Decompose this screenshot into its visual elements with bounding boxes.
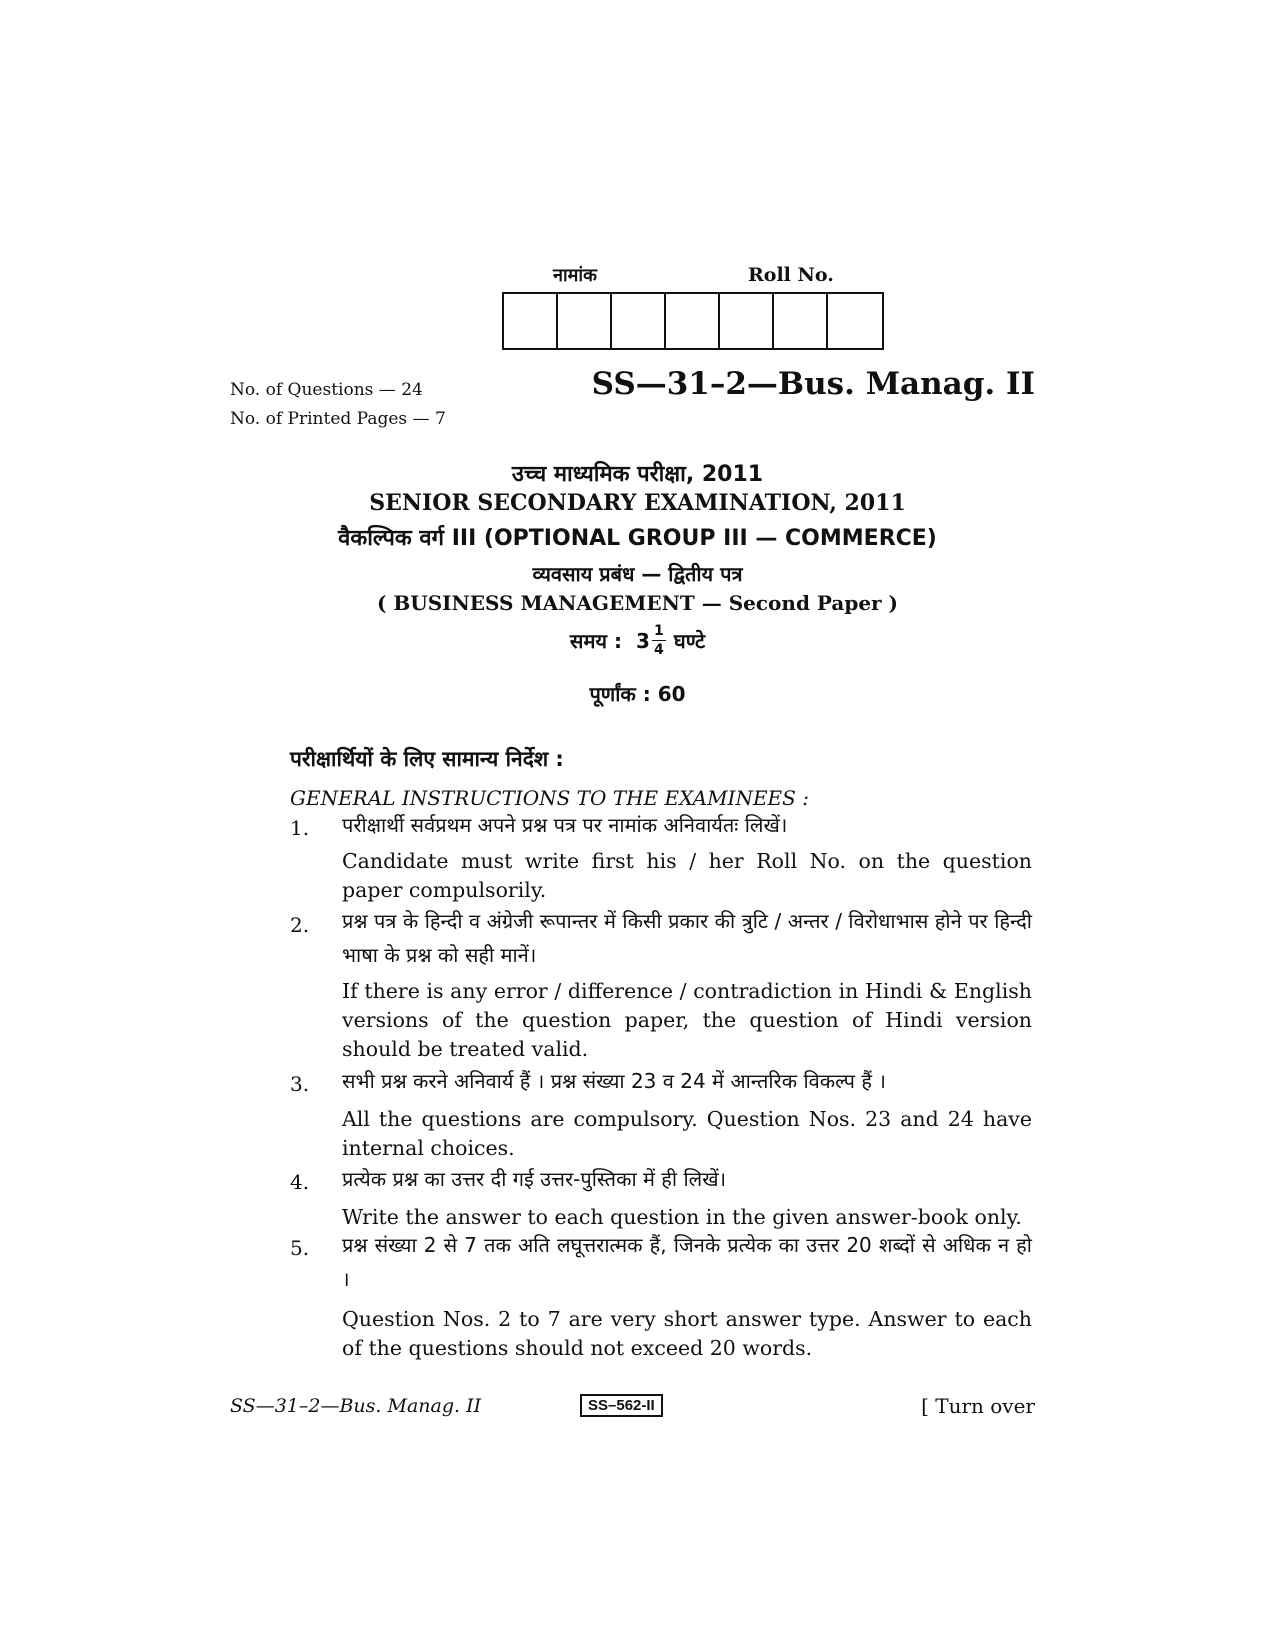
roll-box bbox=[666, 294, 720, 348]
instruction-english: Candidate must write first his / her Roll No. on the question paper compulsorily. bbox=[342, 849, 1032, 902]
instructions-heading-english: GENERAL INSTRUCTIONS TO THE EXAMINEES : bbox=[290, 786, 809, 810]
instruction-hindi: प्रत्येक प्रश्न का उत्तर दी गई उत्तर-पुस्तिका में ही लिखें। bbox=[342, 1167, 727, 1191]
roll-label-english: Roll No. bbox=[748, 264, 834, 286]
roll-box bbox=[774, 294, 828, 348]
exam-title-hindi: उच्च माध्यमिक परीक्षा, 2011 bbox=[511, 462, 764, 487]
fraction-numerator: 1 bbox=[654, 623, 664, 639]
instruction-hindi: परीक्षार्थी सर्वप्रथम अपने प्रश्न पत्र पर नामांक अनिवार्यतः लिखें। bbox=[342, 813, 788, 837]
roll-box bbox=[558, 294, 612, 348]
paper-code: SS—31–2—Bus. Manag. II bbox=[591, 366, 1035, 402]
instruction-english: If there is any error / difference / contradiction in Hindi & English versions of the question paper, the question of Hindi version should be treated valid. bbox=[342, 979, 1032, 1061]
instructions-heading-hindi: परीक्षार्थियों के लिए सामान्य निर्देश : bbox=[290, 747, 564, 771]
time-allowed bbox=[0, 624, 1275, 657]
time-label: समय : bbox=[569, 629, 622, 653]
exam-title-english: SENIOR SECONDARY EXAMINATION, 2011 bbox=[369, 490, 906, 516]
instruction-hindi: सभी प्रश्न करने अनिवार्य हैं । प्रश्न संख्या 23 व 24 में आन्तरिक विकल्प हैं । bbox=[342, 1069, 886, 1093]
subject-hindi: व्यवसाय प्रबंध — द्वितीय पत्र bbox=[532, 562, 743, 586]
maximum-marks: पूर्णांक : 60 bbox=[589, 682, 686, 706]
footer-paper-code: SS—31–2—Bus. Manag. II bbox=[230, 1395, 482, 1417]
instruction-hindi: प्रश्न संख्या 2 से 7 तक अति लघूत्तरात्मक हैं, जिनके प्रत्येक का उत्तर 20 शब्दों से अधिक न हो । bbox=[342, 1233, 1032, 1291]
instruction-number: 1. bbox=[290, 816, 310, 840]
roll-box bbox=[828, 294, 882, 348]
time-fraction bbox=[652, 624, 666, 657]
instruction-english: Write the answer to each question in the given answer-book only. bbox=[342, 1205, 1022, 1229]
instruction-number: 2. bbox=[290, 913, 310, 937]
fraction-denominator: 4 bbox=[654, 642, 664, 658]
instruction-number: 4. bbox=[290, 1170, 310, 1194]
subject-english: ( BUSINESS MANAGEMENT — Second Paper ) bbox=[376, 591, 899, 615]
number-of-questions: No. of Questions — 24 bbox=[230, 380, 423, 400]
roll-box bbox=[612, 294, 666, 348]
time-unit: घण्टे bbox=[673, 629, 706, 653]
instruction-number: 5. bbox=[290, 1236, 310, 1260]
instruction-english: All the questions are compulsory. Question Nos. 23 and 24 have internal choices. bbox=[342, 1107, 1032, 1160]
optional-group: वैकल्पिक वर्ग III (OPTIONAL GROUP III — COMMERCE) bbox=[338, 526, 937, 551]
roll-number-boxes bbox=[502, 292, 884, 350]
instruction-number: 3. bbox=[290, 1072, 310, 1096]
time-whole: 3 bbox=[635, 628, 650, 653]
instruction-english: Question Nos. 2 to 7 are very short answer type. Answer to each of the questions should not exceed 20 words. bbox=[342, 1307, 1032, 1360]
instruction-hindi: प्रश्न पत्र के हिन्दी व अंग्रेजी रूपान्तर में किसी प्रकार की त्रुटि / अन्तर / विरोधाभास होने पर हिन्दी भाषा के प्रश्न को सही मानें। bbox=[342, 909, 1032, 967]
roll-box bbox=[720, 294, 774, 348]
turn-over-note: [ Turn over bbox=[921, 1394, 1035, 1418]
roll-box bbox=[504, 294, 558, 348]
number-of-pages: No. of Printed Pages — 7 bbox=[230, 409, 446, 429]
footer-badge: SS–562-II bbox=[580, 1394, 663, 1417]
roll-label-hindi: नामांक bbox=[553, 265, 597, 286]
